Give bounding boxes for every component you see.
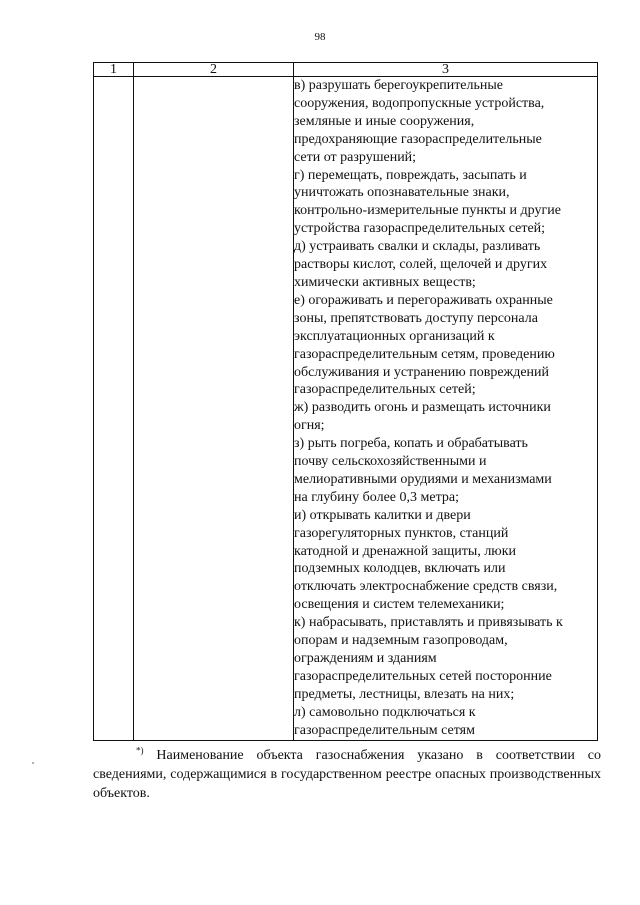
table-header-row [94, 63, 598, 77]
list-item-e: е) огораживать и перегораживать охранные зоны, препятствовать доступу персонала эксплуатационных организаций к газораспределительным сетям, проведению обслуживания и устранению повреждений газораспределительных сетей; [294, 292, 555, 398]
margin-mark [32, 762, 34, 764]
footnote-text: Наименование объекта газоснабжения указано в соответствии со сведениями, содержащимися в государственном реестре опасных производственных объектов. [93, 748, 601, 801]
content-table [93, 62, 598, 741]
column-header-2: 2 [134, 63, 294, 77]
list-item-z: з) рыть погреба, копать и обрабатывать почву сельскохозяйственными и мелиоративными орудиями и механизмами на глубину более 0,3 метра; [294, 436, 552, 505]
table-cell-col3 [294, 77, 598, 741]
column-header-3: 3 [294, 63, 598, 77]
list-item-l: л) самовольно подключаться к газораспределительным сетям [294, 704, 476, 738]
list-item-g: г) перемещать, повреждать, засыпать и уничтожать опознавательные знаки, контрольно-измерительные пункты и другие устройства газораспределительных сетей; [294, 167, 561, 237]
footnote [93, 746, 601, 803]
list-item-i: и) открывать калитки и двери газорегуляторных пунктов, станций катодной и дренажной защиты, люки подземных колодцев, включать или отключать электроснабжение средств связи, освещения и систем телемеханики; [294, 507, 558, 613]
column-header-1: 1 [94, 63, 134, 77]
list-item-d: д) устраивать свалки и склады, разливать растворы кислот, солей, щелочей и других химически активных веществ; [294, 239, 548, 290]
table-cell-col1 [94, 77, 134, 741]
footnote-marker: *) [136, 745, 144, 756]
table-cell-col2 [134, 77, 294, 741]
list-item-v: в) разрушать берегоукрепительные сооружения, водопропускные устройства, земляные и иные сооружения, предохраняющие газораспределительные сети от разрушений; [294, 78, 545, 165]
page-number: 98 [314, 31, 326, 43]
list-item-k: к) набрасывать, приставлять и привязывать к опорам и надземным газопроводам, ограждениям и зданиям газораспределительных сетей посторонние предметы, лестницы, влезать на них; [294, 615, 563, 702]
table-row [94, 77, 598, 741]
list-item-zh: ж) разводить огонь и размещать источники огня; [294, 400, 551, 434]
